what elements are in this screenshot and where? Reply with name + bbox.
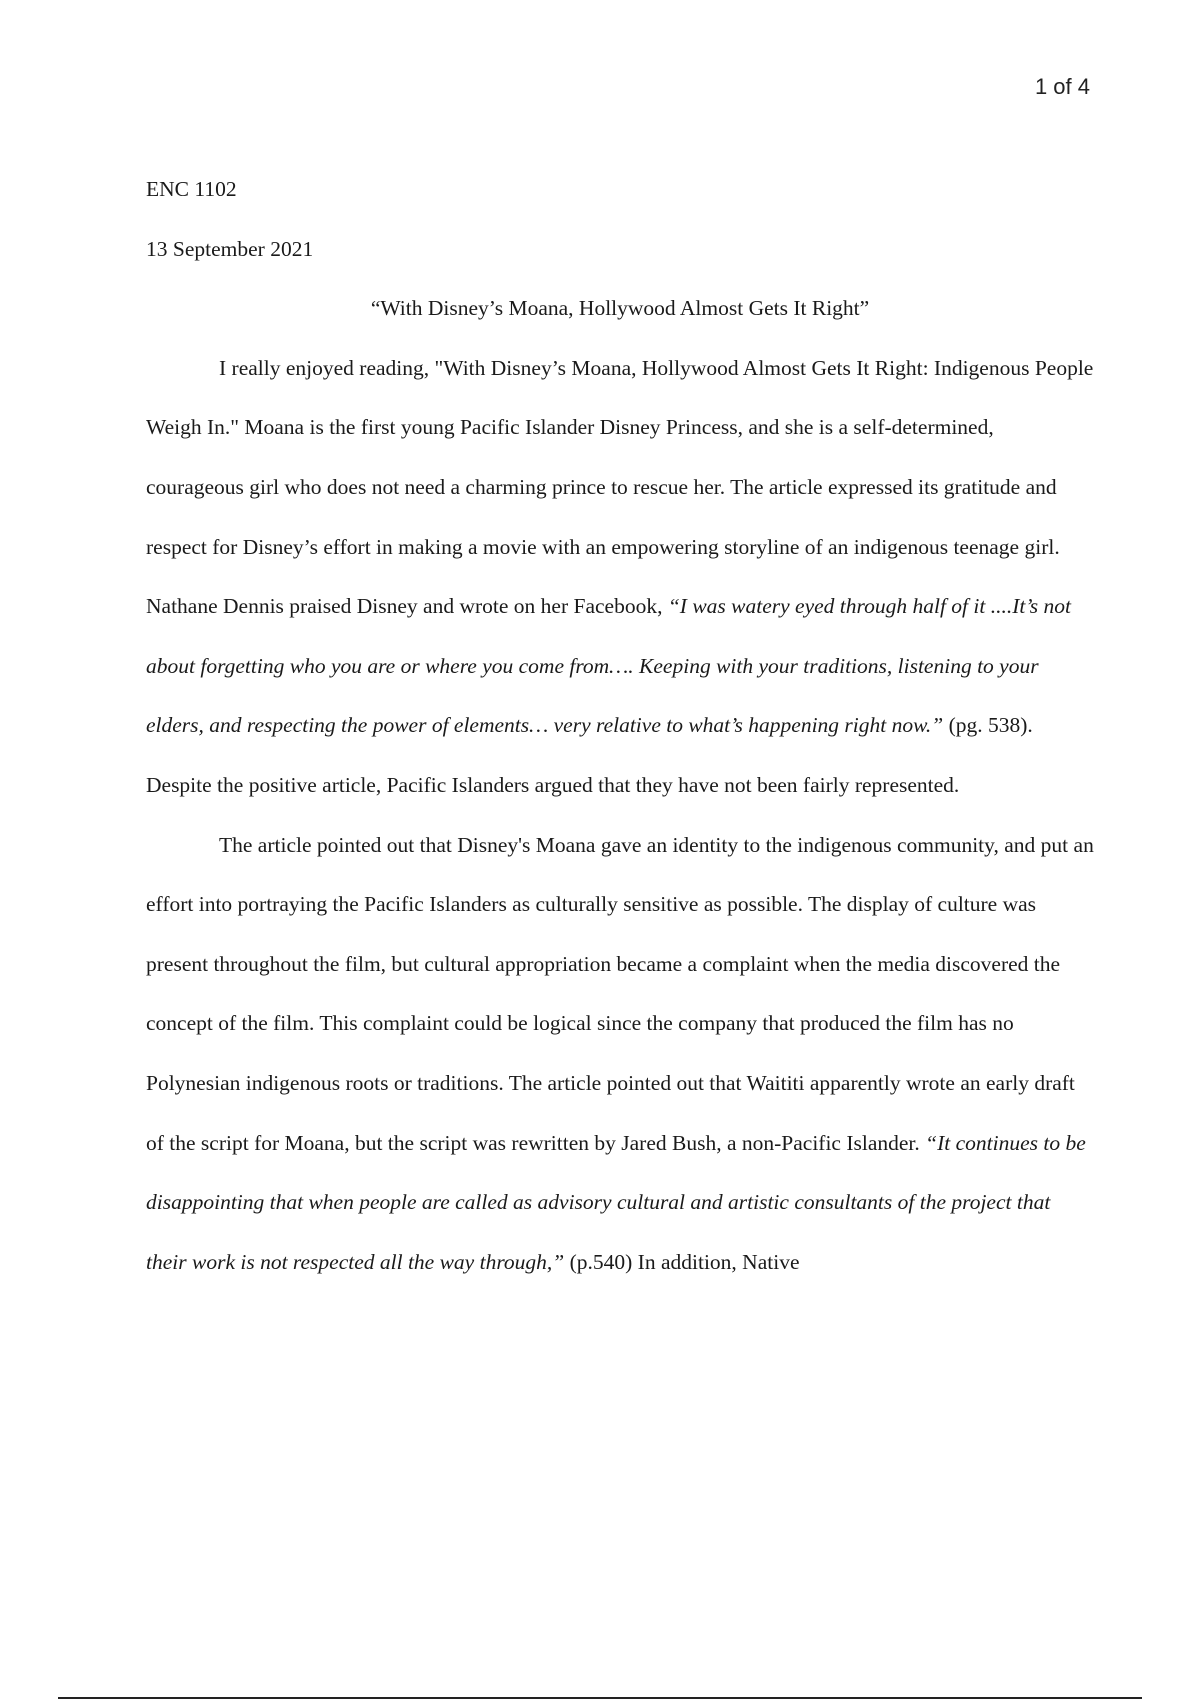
page-indicator: 1 of 4 [1034, 74, 1090, 99]
paragraph-1-text: I really enjoyed reading, "With Disney’s Moana, Hollywood Almost Gets It Right: Indigenous People Weigh In." Moana is the first young Pacific Islander Disney Princess, and she is a self-determined, courageous girl who does not need a charming prince to rescue her. The article expressed its gratitude and respect for Disney’s effort in making a movie with an empowering storyline of an indigenous teenage girl. Nathane Dennis praised Disney and wrote on her Facebook, [146, 355, 1094, 619]
paragraph-2-text-end: (p.540) In addition, Native [564, 1249, 800, 1274]
paragraph-1-text-end: (pg. 538). Despite the positive article, Pacific Islanders argued that they have not been fairly represented. [146, 713, 1033, 797]
paragraph-2-text: The article pointed out that Disney's Moana gave an identity to the indigenous community, and put an effort into portraying the Pacific Islanders as culturally sensitive as possible. The display of culture was present throughout the film, but cultural appropriation became a complaint when the media discovered the concept of the film. This complaint could be logical since the company that produced the film has no Polynesian indigenous roots or traditions. The article pointed out that Waititi apparently wrote an early draft of the script for Moana, but the script was rewritten by Jared Bush, a non-Pacific Islander. [146, 832, 1094, 1155]
essay-title: “With Disney’s Moana, Hollywood Almost Gets It Right” [370, 296, 870, 321]
date-line: 13 September 2021 [146, 236, 314, 261]
paragraph-1-quote: “I was watery eyed through half of it ....It’s not about forgetting who you are or where you come from…. Keeping with your traditions, listening to your elders, and respecting the power of elements… very relative to what’s happening right now.” [146, 594, 1071, 738]
paragraph-2-quote: “It continues to be disappointing that when people are called as advisory cultural and artistic consultants of the project that their work is not respected all the way through,” [146, 1130, 1086, 1274]
paragraph-1 [146, 339, 1094, 816]
document-body [146, 160, 1094, 1292]
paragraph-2 [146, 816, 1094, 1293]
page-bottom-rule [58, 1697, 1142, 1699]
course-line: ENC 1102 [146, 177, 237, 201]
